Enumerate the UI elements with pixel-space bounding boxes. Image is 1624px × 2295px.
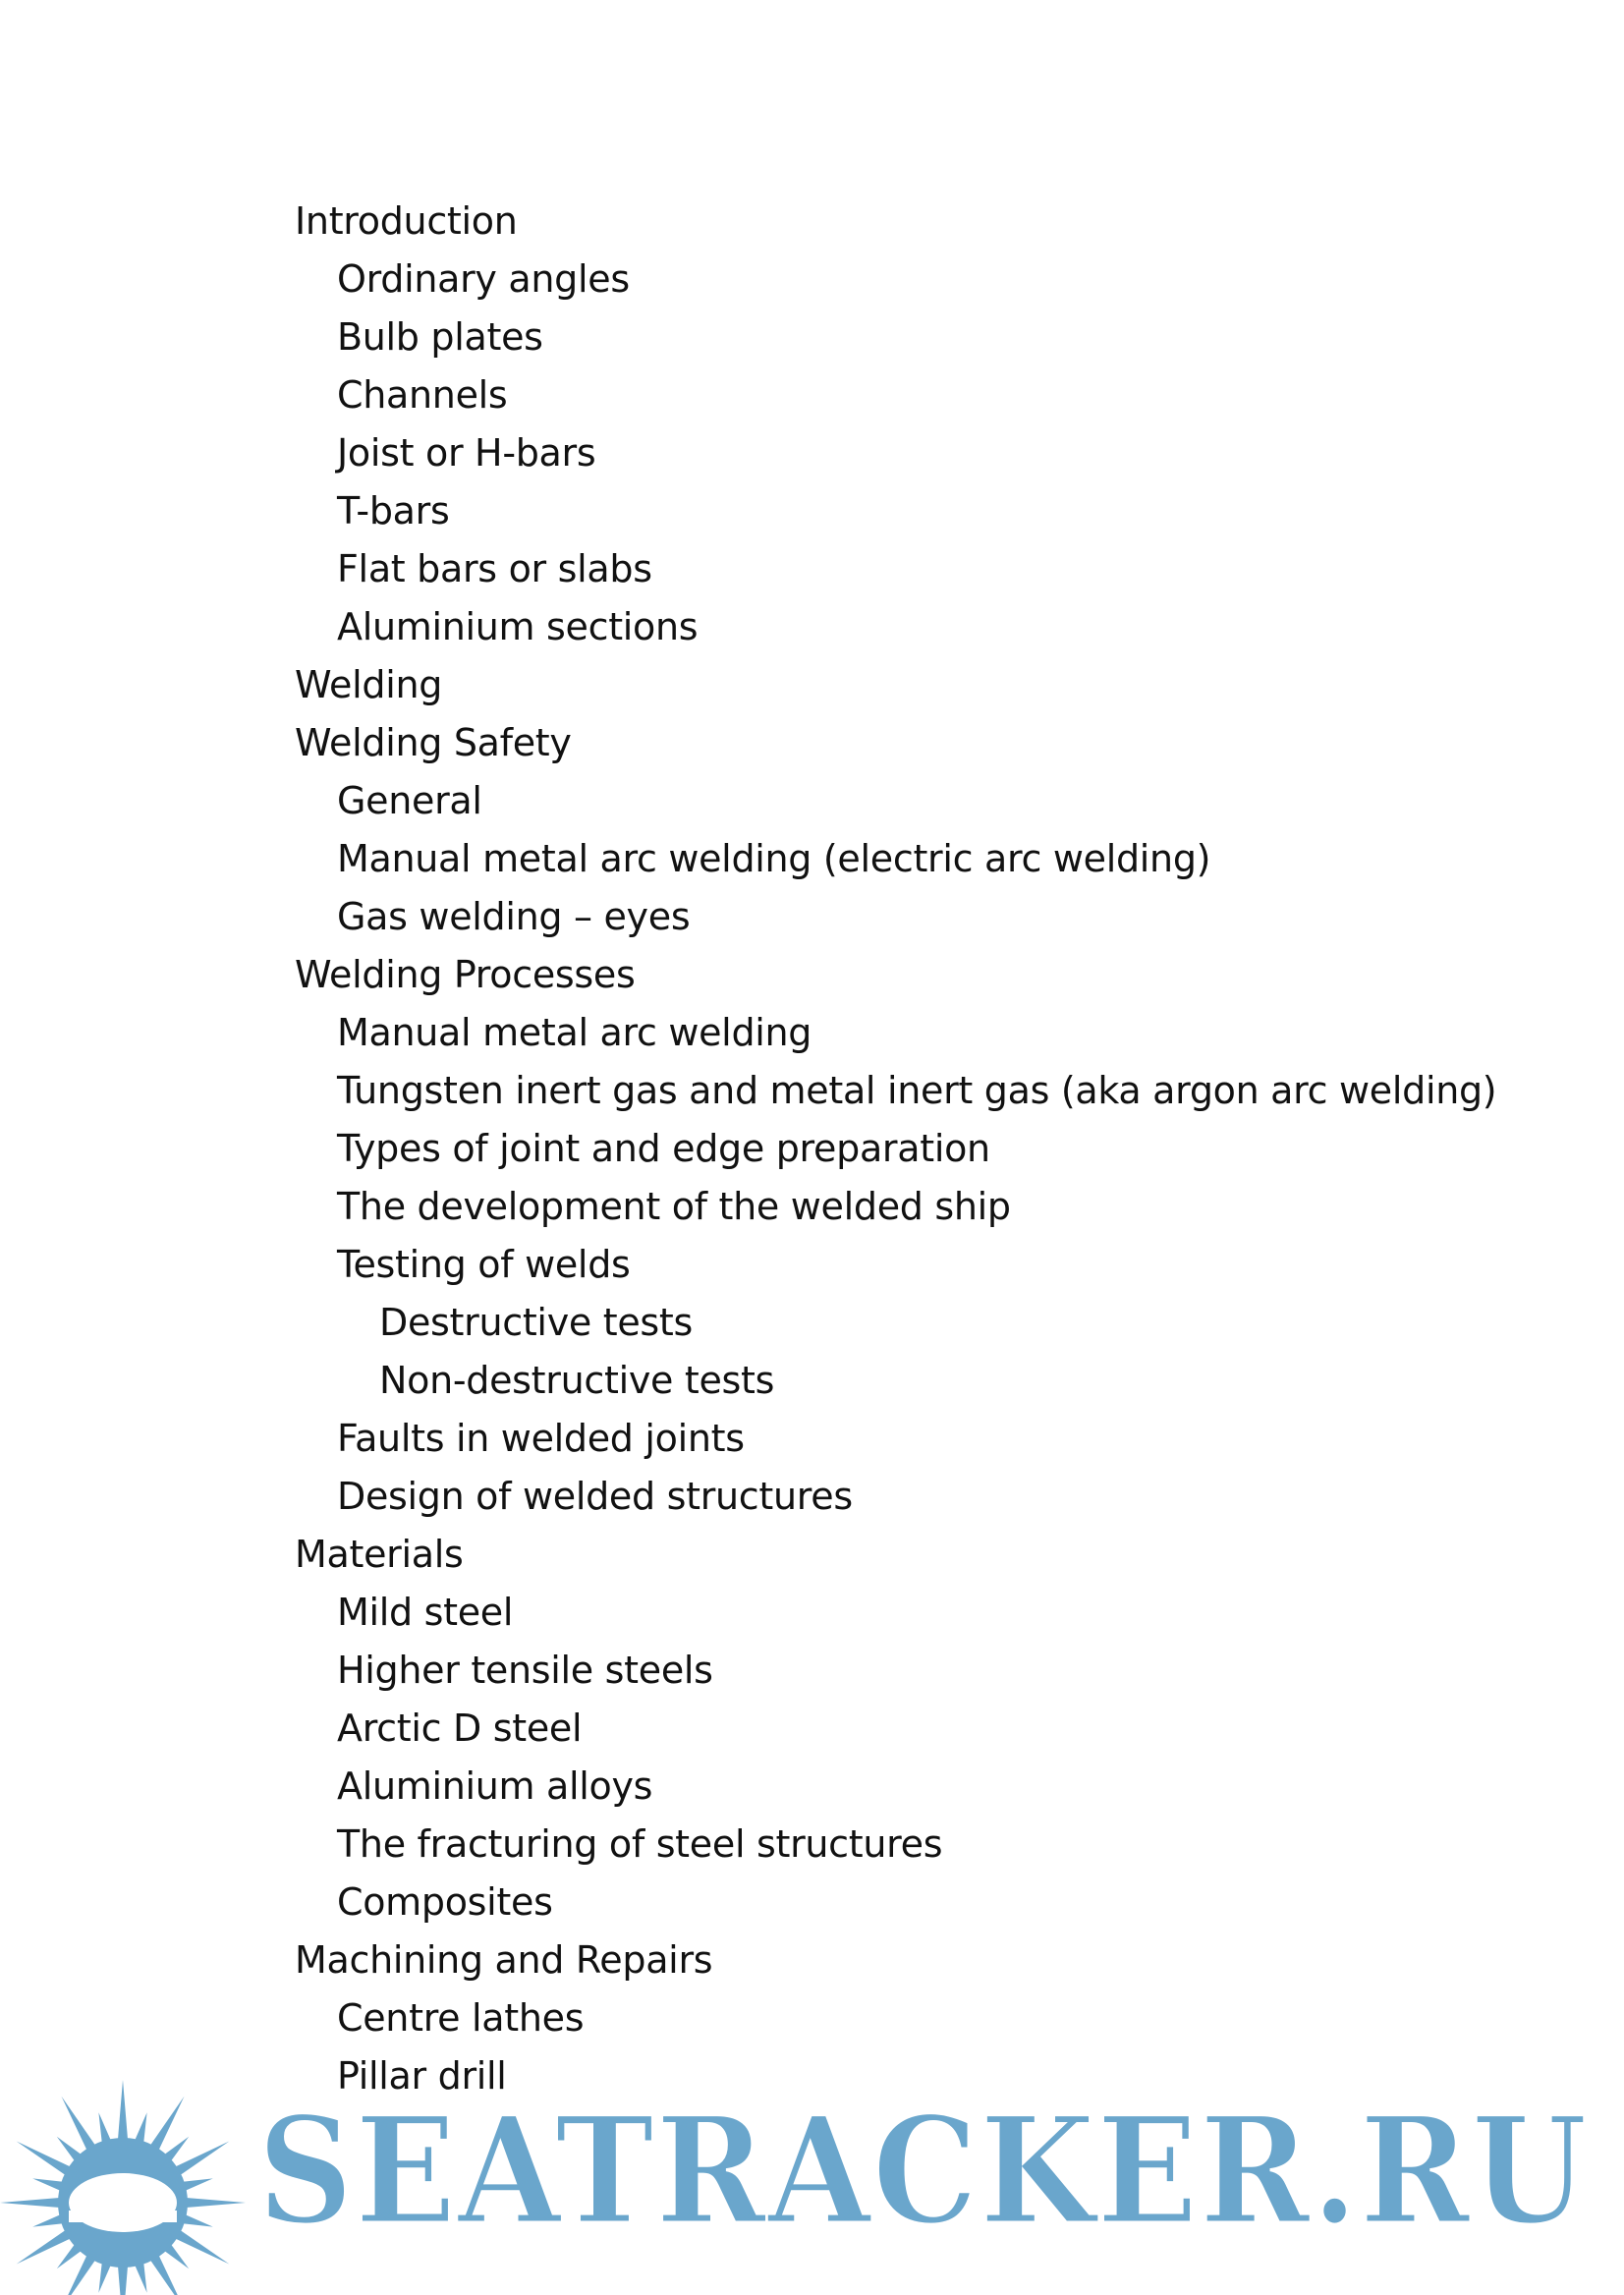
toc-section-entry[interactable]: Gas welding – eyes [337, 895, 691, 938]
toc-section-entry[interactable]: T-bars [337, 489, 450, 532]
sun-ray [118, 2080, 129, 2144]
toc-chapter-entry[interactable]: Introduction [295, 199, 518, 243]
toc-section-entry[interactable]: Higher tensile steels [337, 1649, 713, 1692]
toc-chapter-entry[interactable]: Machining and Repairs [295, 1938, 713, 1982]
toc-section-entry[interactable]: Composites [337, 1880, 553, 1924]
watermark-text: SEATRACKER.RU [257, 2085, 1590, 2258]
toc-section-entry[interactable]: Aluminium alloys [337, 1764, 653, 1808]
toc-subsection-entry[interactable]: Destructive tests [379, 1301, 694, 1344]
table-of-contents [295, 193, 1523, 2105]
sun-ray [0, 2198, 64, 2209]
toc-chapter-entry[interactable]: Welding Safety [295, 721, 572, 764]
toc-chapter-entry[interactable]: Materials [295, 1533, 464, 1576]
toc-section-entry[interactable]: Centre lathes [337, 1996, 585, 2040]
toc-section-entry[interactable]: Types of joint and edge preparation [337, 1127, 990, 1170]
toc-section-entry[interactable]: General [337, 779, 482, 822]
sun-ray [182, 2198, 246, 2209]
toc-section-entry[interactable]: Aluminium sections [337, 605, 699, 648]
toc-section-entry[interactable]: Design of welded structures [337, 1475, 853, 1518]
toc-section-entry[interactable]: Pillar drill [337, 2054, 507, 2098]
toc-section-entry[interactable]: Channels [337, 373, 508, 417]
toc-section-entry[interactable]: Tungsten inert gas and metal inert gas (aka argon arc welding) [337, 1069, 1497, 1112]
toc-subsection-entry[interactable]: Non-destructive tests [379, 1359, 775, 1402]
toc-section-entry[interactable]: Faults in welded joints [337, 1417, 745, 1460]
toc-section-entry[interactable]: Flat bars or slabs [337, 547, 652, 590]
toc-chapter-entry[interactable]: Welding [295, 663, 443, 706]
toc-section-entry[interactable]: Arctic D steel [337, 1707, 583, 1750]
sun-logo-icon [0, 2063, 246, 2295]
toc-section-entry[interactable]: The development of the welded ship [337, 1185, 1011, 1228]
toc-section-entry[interactable]: Bulb plates [337, 315, 543, 359]
toc-section-entry[interactable]: Ordinary angles [337, 257, 630, 301]
toc-section-entry[interactable]: Manual metal arc welding (electric arc welding) [337, 837, 1211, 880]
toc-chapter-entry[interactable]: Welding Processes [295, 953, 636, 996]
toc-section-entry[interactable]: The fracturing of steel structures [337, 1822, 943, 1866]
toc-section-entry[interactable]: Testing of welds [337, 1243, 631, 1286]
watermark [0, 2063, 1624, 2295]
toc-section-entry[interactable]: Joist or H-bars [337, 431, 596, 475]
toc-section-entry[interactable]: Manual metal arc welding [337, 1011, 812, 1054]
toc-section-entry[interactable]: Mild steel [337, 1591, 514, 1634]
